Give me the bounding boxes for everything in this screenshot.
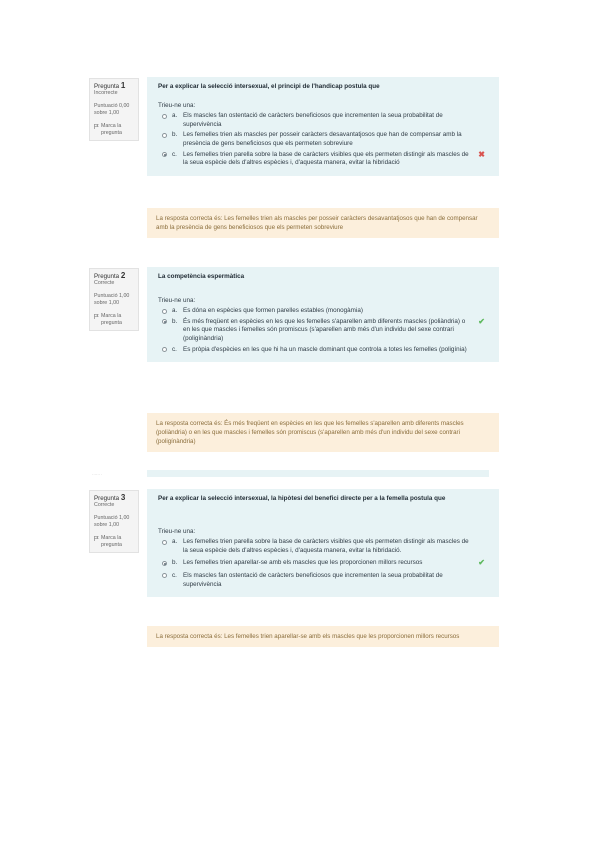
incorrect-icon: ✖ [478,149,485,159]
answer-option-a[interactable]: a. Els mascles fan ostentació de caràcters beneficiosos que incrementen la seua probabilitat de supervivència [158,112,489,129]
flag-question-link[interactable]: Marca la pregunta [94,313,134,327]
question-grade: Puntuació 1,00 sobre 1,00 [94,293,130,306]
feedback-box-2: La resposta correcta és: És més freqüent en espècies en les que les femelles s'aparellen amb diferents mascles (poliàndria) o en les que mascles i femelles són promiscus (s'aparellen amb més d'un individu del sexe contrari (poligínàndria) [147,413,499,452]
flag-question-link[interactable]: Marca la pregunta [94,123,134,137]
radio-button-selected[interactable] [162,319,167,324]
answer-option-c[interactable]: c. Les femelles trien parella sobre la base de caràcters visibles que els permeten distingir als mascles de la seua espècie dels d'altres espècies i, d'aquesta manera, evitar la hibridació ✖ [158,151,489,168]
answer-prompt: Trieu-ne una: [158,296,196,304]
question-grade: Puntuació 1,00 sobre 1,00 [94,515,130,528]
question-state: Correcte [94,280,115,286]
answer-option-a[interactable]: a. Les femelles trien parella sobre la base de caràcters visibles que els permeten distingir als mascles de la seua espècie dels d'altres espècies i, d'aquesta manera, evitar la hibridació. [158,538,489,555]
answer-option-c[interactable]: c. Els mascles fan ostentació de caràcters beneficiosos que incrementen la seua probabilitat de supervivència [158,572,489,589]
question-number: Pregunta 3 [94,493,126,502]
answer-option-b[interactable]: b. És més freqüent en espècies en les que les femelles s'aparellen amb diferents mascles (poliàndria) o en les que mascles i femelles són promiscus (s'aparellen amb més d'un individu del sexe contrari (poligínàndria) ✔ [158,318,489,344]
answer-option-b[interactable]: b. Les femelles trien aparellar-se amb els mascles que les proporcionen millors recursos ✔ [158,559,489,568]
flag-icon [94,314,99,319]
answer-prompt: Trieu-ne una: [158,527,196,535]
cut-stub: ······ · [92,472,103,477]
radio-button-selected[interactable] [162,152,167,157]
question-text: La competència espermàtica [158,273,245,280]
question-number: Pregunta 1 [94,81,126,90]
question-content-1 [147,77,499,176]
question-content-3 [147,489,499,597]
radio-button[interactable] [162,114,167,119]
answer-option-a[interactable]: a. Es dóna en espècies que formen parelles estables (monogàmia) [158,307,489,316]
question-info-2 [89,268,139,331]
radio-button[interactable] [162,133,167,138]
answer-option-c[interactable]: c. Es pròpia d'espècies en les que hi ha un mascle dominant que controla a totes les femelles (poligínia) [158,346,489,355]
question-content-2 [147,267,499,362]
feedback-box-3: La resposta correcta és: Les femelles trien aparellar-se amb els mascles que les proporcionen millors recursos [147,626,499,647]
radio-button[interactable] [162,573,167,578]
question-state: Incorrecte [94,90,118,96]
flag-question-link[interactable]: Marca la pregunta [94,535,134,549]
radio-button[interactable] [162,347,167,352]
question-grade: Puntuació 0,00 sobre 1,00 [94,103,130,116]
page-break-fragment [89,474,489,475]
question-number: Pregunta 2 [94,271,126,280]
feedback-box-1: La resposta correcta és: Les femelles trien als mascles per posseir caràcters desavantatjosos que han de compensar amb la presència de gens beneficiosos que els permeten sobreviure [147,208,499,238]
flag-icon [94,124,99,129]
flag-icon [94,536,99,541]
question-state: Correcte [94,502,115,508]
question-text: Per a explicar la selecció intersexual, la hipòtesi del benefici directe per a la femella postula que [158,495,446,502]
radio-button[interactable] [162,309,167,314]
question-info-1 [89,78,139,141]
correct-icon: ✔ [478,558,485,568]
radio-button-selected[interactable] [162,561,167,566]
answer-option-b[interactable]: b. Les femelles trien als mascles per posseir caràcters desavantatjosos que han de compensar amb la presència de gens beneficiosos que els permeten sobreviure [158,131,489,148]
answer-prompt: Trieu-ne una: [158,101,196,109]
question-info-3 [89,490,139,553]
correct-icon: ✔ [478,316,485,326]
radio-button[interactable] [162,540,167,545]
question-text: Per a explicar la selecció intersexual, el principi de l'handicap postula que [158,83,380,90]
cut-question-bar [147,470,489,477]
